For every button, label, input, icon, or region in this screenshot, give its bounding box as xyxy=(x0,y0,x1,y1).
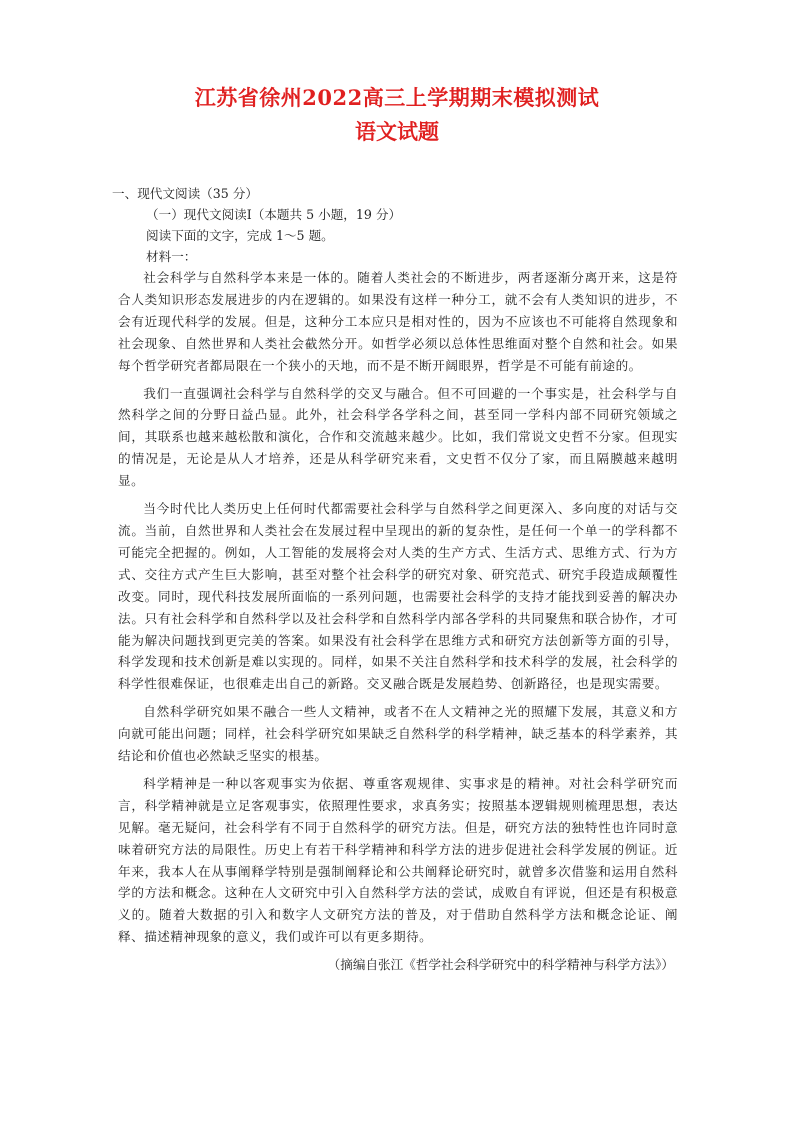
paragraph: 科学精神是一种以客观事实为依据、尊重客观规律、实事求是的精神。对社会科学研究而言，科学精神就是立足客观事实，依照理性要求，求真务实；按照基本逻辑规则梳理思想，表达见解。毫无疑问，社会科学有不同于自然科学的研究方法。但是，研究方法的独特性也许同时意味着研究方法的局限性。历史上有若干科学精神和科学方法的进步促进社会科学发展的例证。近年来，我本人在从事阐释学特别是强制阐释论和公共阐释论研究时，就曾多次借鉴和运用自然科学的方法和概念。这种在人文研究中引入自然科学方法的尝试，成败自有评说，但还是有积极意义的。随着大数据的引入和数字人文研究方法的普及，对于借助自然科学方法和概念论证、阐释、描述精神现象的意义，我们或许可以有更多期待。 xyxy=(118,775,678,945)
section-heading: 一、现代文阅读（35 分） xyxy=(112,186,258,201)
title-block xyxy=(0,83,794,147)
document-body xyxy=(112,183,678,975)
paragraph: 我们一直强调社会科学与自然科学的交叉与融合。但不可回避的一个事实是，社会科学与自然科学之间的分野日益凸显。此外，社会科学各学科之间，甚至同一学科内部不同研究领域之间，其联系也越来越松散和演化，合作和交流越来越少。比如，我们常说文史哲不分家。但现实的情况是，无论是从人才培养，还是从科学研究来看，文史哲不仅分了家，而且隔膜越来越明显。 xyxy=(118,385,678,489)
page-title: 江苏省徐州2022高三上学期期末模拟测试 xyxy=(194,85,600,110)
paragraph: 当今时代比人类历史上任何时代都需要社会科学与自然科学之间更深入、多向度的对话与交流。当前，自然世界和人类社会在发展过程中呈现出的新的复杂性，是任何一个单一的学科都不可能完全把握的。例如，人工智能的发展将会对人类的生产方式、生活方式、思维方式、行为方式、交往方式产生巨大影响，甚至对整个社会科学的研究对象、研究范式、研究手段造成颠覆性改变。同时，现代科技发展所面临的一系列问题，也需要社会科学的支持才能找到妥善的解决办法。只有社会科学和自然科学以及社会科学和自然科学内部各学科的共同聚焦和联合协作，才可能为解决问题找到更完美的答案。如果没有社会科学在思维方式和研究方法创新等方面的引导，科学发现和技术创新是难以实现的。同样，如果不关注自然科学和技术科学的发展，社会科学的科学性很难保证，也很难走出自己的新路。交叉融合既是发展趋势、创新路径，也是现实需要。 xyxy=(118,501,678,692)
source-citation: （摘编自张江《哲学社会科学研究中的科学精神与科学方法》） xyxy=(327,957,674,973)
sub-section-heading: （一）现代文阅读Ⅰ（本题共 5 小题，19 分） xyxy=(146,207,402,222)
reading-instruction: 阅读下面的文字，完成 1～5 题。 xyxy=(146,228,334,243)
page-subtitle: 语文试题 xyxy=(355,119,439,144)
material-label: 材料一： xyxy=(146,249,197,264)
paragraph: 社会科学与自然科学本来是一体的。随着人类社会的不断进步，两者逐渐分离开来，这是符合人类知识形态发展进步的内在逻辑的。如果没有这样一种分工，就不会有人类知识的进步，不会有近现代科学的发展。但是，这种分工本应只是相对性的，因为不应该也不可能将自然现象和社会现象、自然世界和人类社会截然分开。如哲学必须以总体性思维面对整个自然和社会。如果每个哲学研究者都局限在一个狭小的天地，而不是不断开阔眼界，哲学是不可能有前途的。 xyxy=(118,270,678,373)
paragraph: 自然科学研究如果不融合一些人文精神，或者不在人文精神之光的照耀下发展，其意义和方向就可能出问题；同样，社会科学研究如果缺乏自然科学的科学精神，缺乏基本的科学素养，其结论和价值也必然缺乏坚实的根基。 xyxy=(118,704,678,764)
